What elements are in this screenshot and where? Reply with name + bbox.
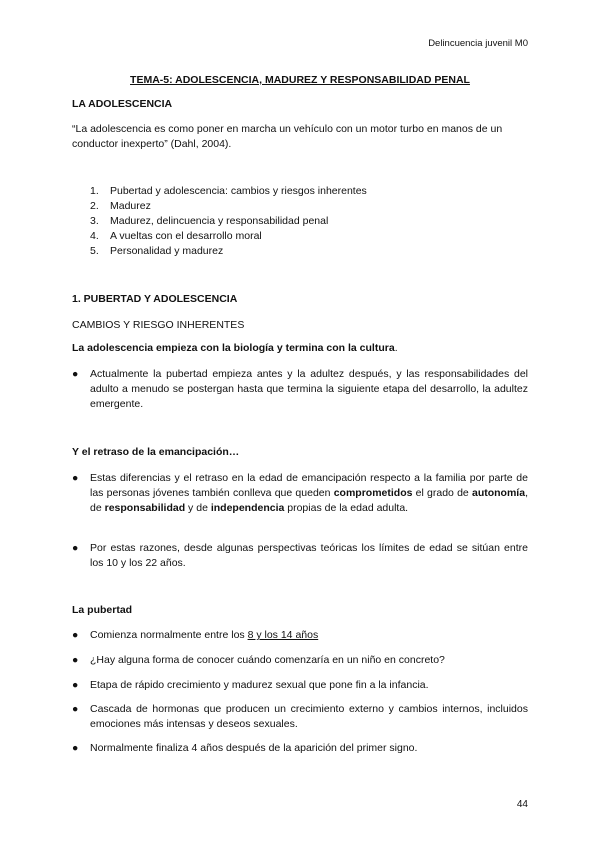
bullet-icon: ● [72, 654, 79, 666]
emancipation-bullet: ● Por estas razones, desde algunas perspectivas teóricas los límites de edad se sitúan entre los 10 y los 22 años. [72, 542, 528, 569]
intro-heading: LA ADOLESCENCIA [72, 98, 173, 110]
section1-heading: 1. PUBERTAD Y ADOLESCENCIA [72, 293, 238, 305]
bullet-icon: ● [72, 679, 79, 691]
emancipation-heading: Y el retraso de la emancipación… [72, 446, 240, 458]
bullet-icon: ● [72, 629, 79, 641]
puberty-bullet: ● ¿Hay alguna forma de conocer cuándo comenzaría en un niño en concreto? [72, 654, 445, 666]
bullet-icon: ● [72, 542, 79, 554]
bullet-icon: ● [72, 472, 79, 484]
topic-item: 1. Pubertad y adolescencia: cambios y riesgos inherentes [90, 185, 367, 197]
bullet-icon: ● [72, 368, 79, 380]
topic-item: 3. Madurez, delincuencia y responsabilidad penal [90, 215, 329, 227]
emancipation-bullet: ● Estas diferencias y el retraso en la edad de emancipación respecto a la familia por parte de las personas jóvenes también conlleva que queden comprometidos el grado de autonomía, de responsabilidad y de independencia propias de la edad adulta. [72, 472, 528, 514]
topic-list [90, 184, 510, 259]
topic-item: 4. A vueltas con el desarrollo moral [90, 230, 262, 242]
puberty-bullet: ● Normalmente finaliza 4 años después de la aparición del primer signo. [72, 742, 418, 754]
running-header: Delincuencia juvenil M0 [428, 38, 528, 49]
section1-bullet: ● Actualmente la pubertad empieza antes y la adultez después, y las responsabilidades del adulto a menudo se postergan hasta que termina la siguiente etapa del desarrollo, la adultez emergente. [72, 368, 528, 410]
bullet-icon: ● [72, 742, 79, 754]
puberty-heading: La pubertad [72, 604, 133, 616]
bullet-icon: ● [72, 703, 79, 715]
puberty-bullet: ● Etapa de rápido crecimiento y madurez sexual que pone fin a la infancia. [72, 679, 429, 691]
puberty-bullet: ● Comienza normalmente entre los 8 y los 14 años [72, 629, 319, 641]
puberty-bullet: ● Cascada de hormonas que producen un crecimiento externo y cambios internos, incluidos emociones más intensas y deseos sexuales. [72, 703, 528, 730]
section1-lead: La adolescencia empieza con la biología y termina con la cultura. [72, 342, 398, 354]
intro-quote: “La adolescencia es como poner en marcha un vehículo con un motor turbo en manos de un conductor inexperto” (Dahl, 2004). [72, 123, 503, 150]
topic-item: 5. Personalidad y madurez [90, 245, 224, 257]
topic-item: 2. Madurez [90, 200, 151, 212]
page-number: 44 [516, 799, 528, 810]
section1-subheading: CAMBIOS Y RIESGO INHERENTES [72, 319, 245, 331]
page-title: TEMA-5: ADOLESCENCIA, MADUREZ Y RESPONSABILIDAD PENAL [130, 74, 470, 86]
